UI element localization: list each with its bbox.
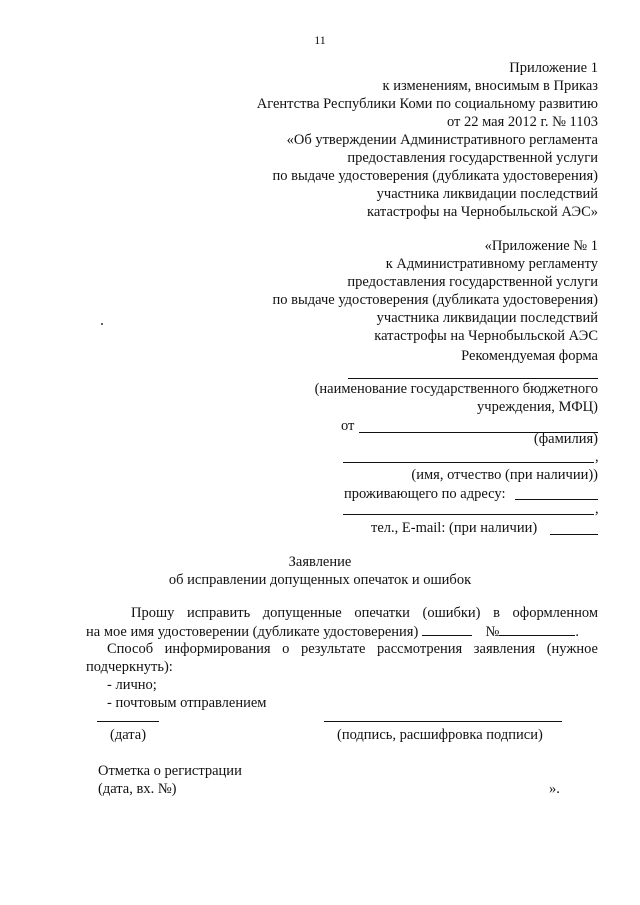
org-caption-1: (наименование государственного бюджетного	[314, 381, 598, 397]
address-line-1[interactable]	[515, 499, 598, 500]
address-label: проживающего по адресу:	[344, 486, 506, 502]
registration-caption: (дата, вх. №)	[98, 781, 177, 797]
request-line-2-text: на мое имя удостоверении (дубликате удостоверения)	[86, 624, 419, 640]
surname-caption: (фамилия)	[533, 431, 598, 447]
appendix-line: по выдаче удостоверения (дубликата удостоверения)	[272, 168, 598, 184]
option-in-person[interactable]: - лично;	[107, 677, 157, 693]
closing-quote: ».	[549, 781, 560, 797]
scan-speck	[101, 323, 103, 325]
statement-subtitle: об исправлении допущенных опечаток и ошибок	[168, 572, 472, 588]
phone-label: тел., E-mail: (при наличии)	[371, 520, 538, 536]
appendix-sub-line: по выдаче удостоверения (дубликата удостоверения)	[272, 292, 598, 308]
date-line[interactable]	[97, 721, 159, 722]
appendix-line: Агентства Республики Коми по социальному развитию	[256, 96, 598, 112]
org-name-line[interactable]	[348, 378, 598, 379]
name-line[interactable]	[343, 462, 594, 463]
address-line-2[interactable]	[343, 514, 594, 515]
appendix-sub-line: предоставления государственной услуги	[347, 274, 598, 290]
date-caption: (дата)	[110, 727, 147, 743]
appendix-sub-line: катастрофы на Чернобыльской АЭС	[374, 328, 598, 344]
line-end-dot: .	[575, 624, 579, 640]
appendix-line: Приложение 1	[509, 60, 598, 76]
phone-line[interactable]	[550, 534, 598, 535]
method-line-1: Способ информирования о результате рассмотрения заявления (нужное	[107, 641, 598, 657]
appendix-line: предоставления государственной услуги	[347, 150, 598, 166]
appendix-sub-line: «Приложение № 1	[484, 238, 598, 254]
statement-title: Заявление	[288, 554, 352, 570]
registration-label: Отметка о регистрации	[98, 763, 242, 779]
request-line-1: Прошу исправить допущенные опечатки (ошибки) в оформленном	[131, 605, 598, 621]
appendix-sub-line: участника ликвидации последствий	[376, 310, 598, 326]
from-label: от	[341, 418, 355, 434]
number-sign: №	[485, 624, 500, 640]
name-line-comma: ,	[595, 449, 599, 465]
signature-line[interactable]	[324, 721, 562, 722]
address-line-comma: ,	[595, 501, 599, 517]
recommended-form-label: Рекомендуемая форма	[461, 348, 598, 364]
org-caption-2: учреждения, МФЦ)	[477, 399, 598, 415]
method-line-2: подчеркнуть):	[86, 659, 173, 675]
name-caption: (имя, отчество (при наличии))	[411, 467, 598, 483]
number-field[interactable]	[499, 622, 575, 636]
certificate-field[interactable]	[422, 622, 472, 636]
appendix-line: к изменениям, вносимым в Приказ	[382, 78, 598, 94]
option-by-mail[interactable]: - почтовым отправлением	[107, 695, 267, 711]
appendix-line: «Об утверждении Административного регламента	[286, 132, 598, 148]
appendix-line: от 22 мая 2012 г. № 1103	[446, 114, 598, 130]
signature-caption: (подпись, расшифровка подписи)	[337, 727, 543, 743]
appendix-line: участника ликвидации последствий	[376, 186, 598, 202]
page-number: 11	[314, 33, 326, 47]
appendix-line: катастрофы на Чернобыльской АЭС»	[367, 204, 598, 220]
appendix-sub-line: к Административному регламенту	[385, 256, 598, 272]
request-line-2	[86, 622, 579, 641]
